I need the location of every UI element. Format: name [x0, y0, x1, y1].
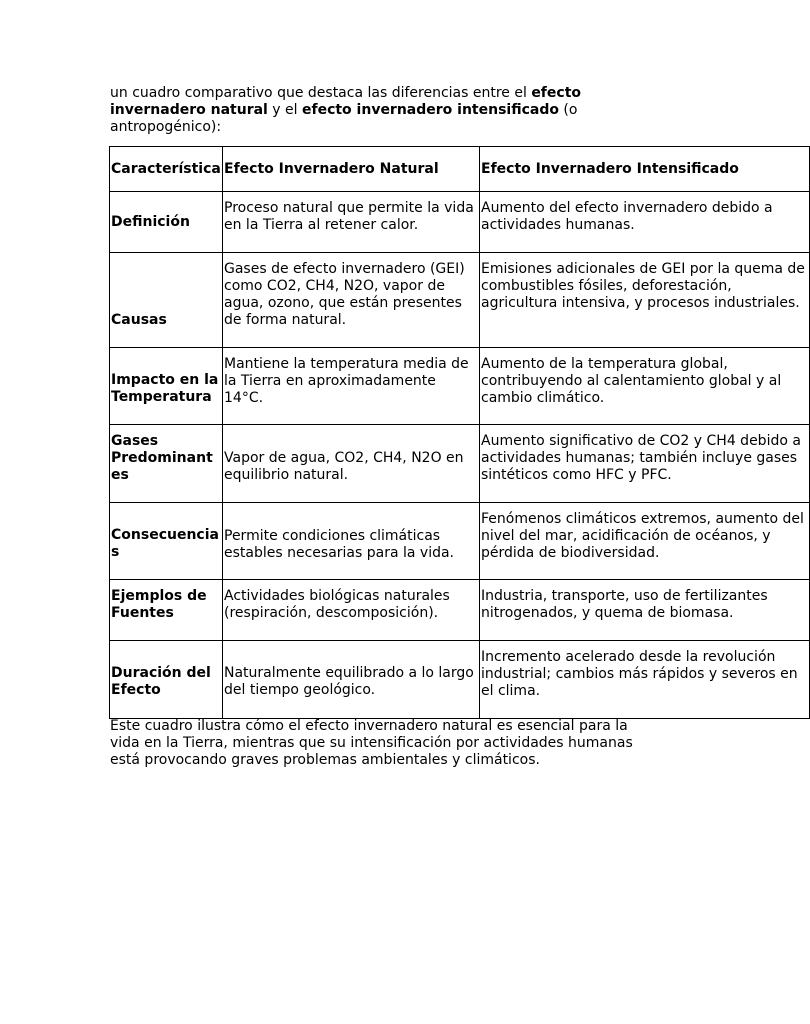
natural-cell: Actividades biológicas naturales (respiración, descomposición). — [223, 580, 480, 641]
natural-cell: Gases de efecto invernadero (GEI) como CO2, CH4, N2O, vapor de agua, ozono, que están presentes de forma natural. — [223, 253, 480, 348]
intro-bold-intensified: efecto invernadero intensificado — [301, 102, 559, 118]
feature-cell: Gases Predominantes — [110, 425, 223, 503]
table-row — [110, 253, 810, 348]
intro-bold-natural: efecto invernadero natural — [110, 85, 582, 118]
table-row — [110, 503, 810, 580]
intro-text-1: un cuadro comparativo que destaca las diferencias entre el — [110, 85, 532, 101]
feature-cell: Duración del Efecto — [110, 641, 223, 719]
intro-paragraph — [110, 85, 610, 136]
intro-text-3: (o antropogénico): — [110, 102, 578, 135]
feature-cell: Consecuencias — [110, 503, 223, 580]
table-row — [110, 425, 810, 503]
natural-cell: Permite condiciones climáticas estables necesarias para la vida. — [223, 503, 480, 580]
natural-cell: Vapor de agua, CO2, CH4, N2O en equilibrio natural. — [223, 425, 480, 503]
table-row — [110, 348, 810, 425]
comparison-table-wrapper — [109, 146, 805, 719]
intensified-cell: Emisiones adicionales de GEI por la quema de combustibles fósiles, deforestación, agricultura intensiva, y procesos industriales. — [480, 253, 810, 348]
natural-cell: Mantiene la temperatura media de la Tierra en aproximadamente 14°C. — [223, 348, 480, 425]
table-row — [110, 192, 810, 253]
intensified-cell: Fenómenos climáticos extremos, aumento del nivel del mar, acidificación de océanos, y pérdida de biodiversidad. — [480, 503, 810, 580]
feature-cell: Definición — [110, 192, 223, 253]
natural-cell: Naturalmente equilibrado a lo largo del tiempo geológico. — [223, 641, 480, 719]
intensified-cell: Aumento del efecto invernadero debido a actividades humanas. — [480, 192, 810, 253]
feature-cell: Ejemplos de Fuentes — [110, 580, 223, 641]
closing-paragraph: Este cuadro ilustra cómo el efecto invernadero natural es esencial para la vida en la Tierra, mientras que su intensificación por actividades humanas está provocando graves problemas ambientales y climáticos. — [110, 718, 633, 768]
comparison-table — [109, 146, 810, 719]
intro-text-2: y el — [267, 102, 302, 118]
header-natural: Efecto Invernadero Natural — [223, 147, 480, 192]
natural-cell: Proceso natural que permite la vida en la Tierra al retener calor. — [223, 192, 480, 253]
header-intensified: Efecto Invernadero Intensificado — [480, 147, 810, 192]
header-feature: Característica — [110, 147, 223, 192]
intensified-cell: Incremento acelerado desde la revolución industrial; cambios más rápidos y severos en el clima. — [480, 641, 810, 719]
intensified-cell: Industria, transporte, uso de fertilizantes nitrogenados, y quema de biomasa. — [480, 580, 810, 641]
table-header-row — [110, 147, 810, 192]
intensified-cell: Aumento de la temperatura global, contribuyendo al calentamiento global y al cambio climático. — [480, 348, 810, 425]
feature-cell: Causas — [110, 253, 223, 348]
table-row — [110, 641, 810, 719]
feature-cell: Impacto en la Temperatura — [110, 348, 223, 425]
table-row — [110, 580, 810, 641]
intensified-cell: Aumento significativo de CO2 y CH4 debido a actividades humanas; también incluye gases sintéticos como HFC y PFC. — [480, 425, 810, 503]
